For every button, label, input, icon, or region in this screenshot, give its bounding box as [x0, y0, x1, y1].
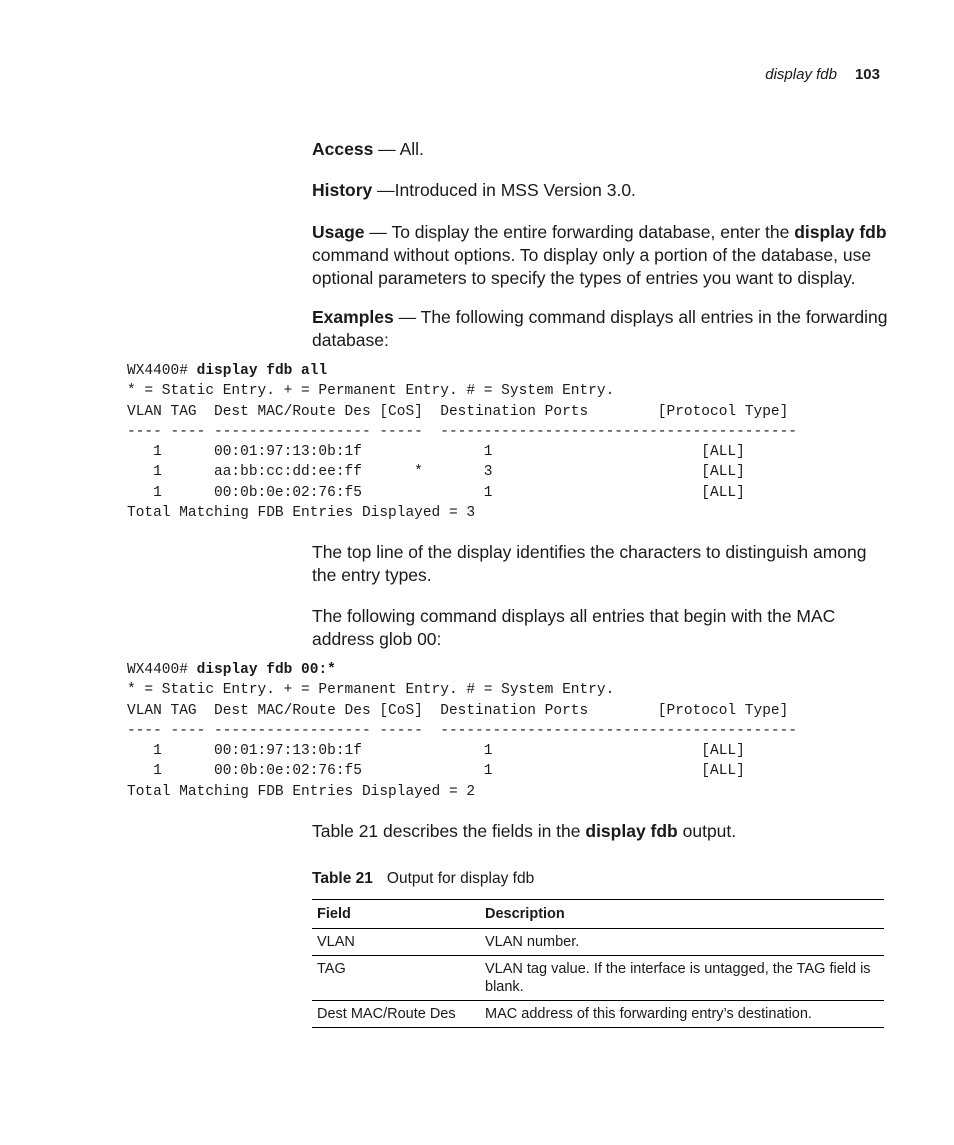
- code1-command: display fdb all: [196, 363, 328, 379]
- row-description: VLAN number.: [480, 929, 884, 956]
- access-label: Access: [312, 139, 374, 159]
- row-field: VLAN: [312, 929, 480, 956]
- table-intro-after: output.: [677, 821, 737, 841]
- examples-label: Examples: [312, 307, 394, 327]
- table-caption-text: Output for display fdb: [386, 870, 535, 887]
- usage-label: Usage: [312, 222, 365, 242]
- code2-command: display fdb 00:*: [196, 662, 336, 678]
- examples-paragraph: [312, 306, 892, 352]
- row-field: TAG: [312, 956, 480, 1001]
- table-intro-before: Table 21 describes the fields in the: [312, 821, 586, 841]
- top-line-paragraph: The top line of the display identifies the characters to distinguish among the entry types.: [312, 542, 867, 585]
- history-label: History: [312, 180, 373, 200]
- history-paragraph: [312, 179, 892, 202]
- row-description: MAC address of this forwarding entry’s destination.: [480, 1001, 884, 1028]
- code1-output: * = Static Entry. + = Permanent Entry. # = System Entry. VLAN TAG Dest MAC/Route Des [CoS] Destination Ports [Protocol Type] ---- ---- ------------------ ----- ----------------------------------------- 1 00:01:97:13:0b:1f 1 [ALL] 1 aa:bb:cc:dd:ee:ff * 3 [ALL] 1 00:0b:0e:02:76:f5 1 [ALL] Total Matching FDB Entries Displayed = 3: [127, 383, 798, 522]
- code-example-1: [127, 361, 797, 523]
- page-number: 103: [854, 66, 880, 83]
- code-example-2: [127, 660, 797, 802]
- code1-prompt: WX4400#: [127, 363, 197, 379]
- access-paragraph: [312, 138, 892, 161]
- usage-command: display fdb: [794, 222, 887, 242]
- table-intro-command: display fdb: [585, 821, 678, 841]
- examples-text: — The following command displays all entries in the forwarding database:: [312, 307, 888, 350]
- row-description: VLAN tag value. If the interface is untagged, the TAG field is blank.: [480, 956, 884, 1001]
- table-caption-number: Table 21: [312, 870, 373, 887]
- table-caption: [312, 870, 534, 888]
- fields-table: [312, 899, 884, 1028]
- table-intro-paragraph: [312, 820, 892, 843]
- table-header-row: [312, 900, 884, 929]
- table-row: [312, 956, 884, 1001]
- table-row: [312, 929, 884, 956]
- running-header-title: display fdb: [765, 66, 837, 83]
- access-text: — All.: [373, 139, 424, 159]
- row-field: Dest MAC/Route Des: [312, 1001, 480, 1028]
- usage-text-before: — To display the entire forwarding database, enter the: [364, 222, 795, 242]
- code2-output: * = Static Entry. + = Permanent Entry. # = System Entry. VLAN TAG Dest MAC/Route Des [CoS] Destination Ports [Protocol Type] ---- ---- ------------------ ----- ----------------------------------------- 1 00:01:97:13:0b:1f 1 [ALL] 1 00:0b:0e:02:76:f5 1 [ALL] Total Matching FDB Entries Displayed = 2: [127, 682, 798, 800]
- usage-paragraph: [312, 221, 892, 290]
- header-field: Field: [312, 900, 480, 929]
- usage-text-after: command without options. To display only a portion of the database, use optional parameters to specify the types of entries you want to display.: [312, 245, 872, 288]
- history-text: —Introduced in MSS Version 3.0.: [372, 180, 636, 200]
- table-row: [312, 1001, 884, 1028]
- code2-prompt: WX4400#: [127, 662, 197, 678]
- following-command-paragraph: The following command displays all entries that begin with the MAC address glob 00:: [312, 606, 836, 649]
- page-header: [765, 66, 880, 83]
- header-description: Description: [480, 900, 884, 929]
